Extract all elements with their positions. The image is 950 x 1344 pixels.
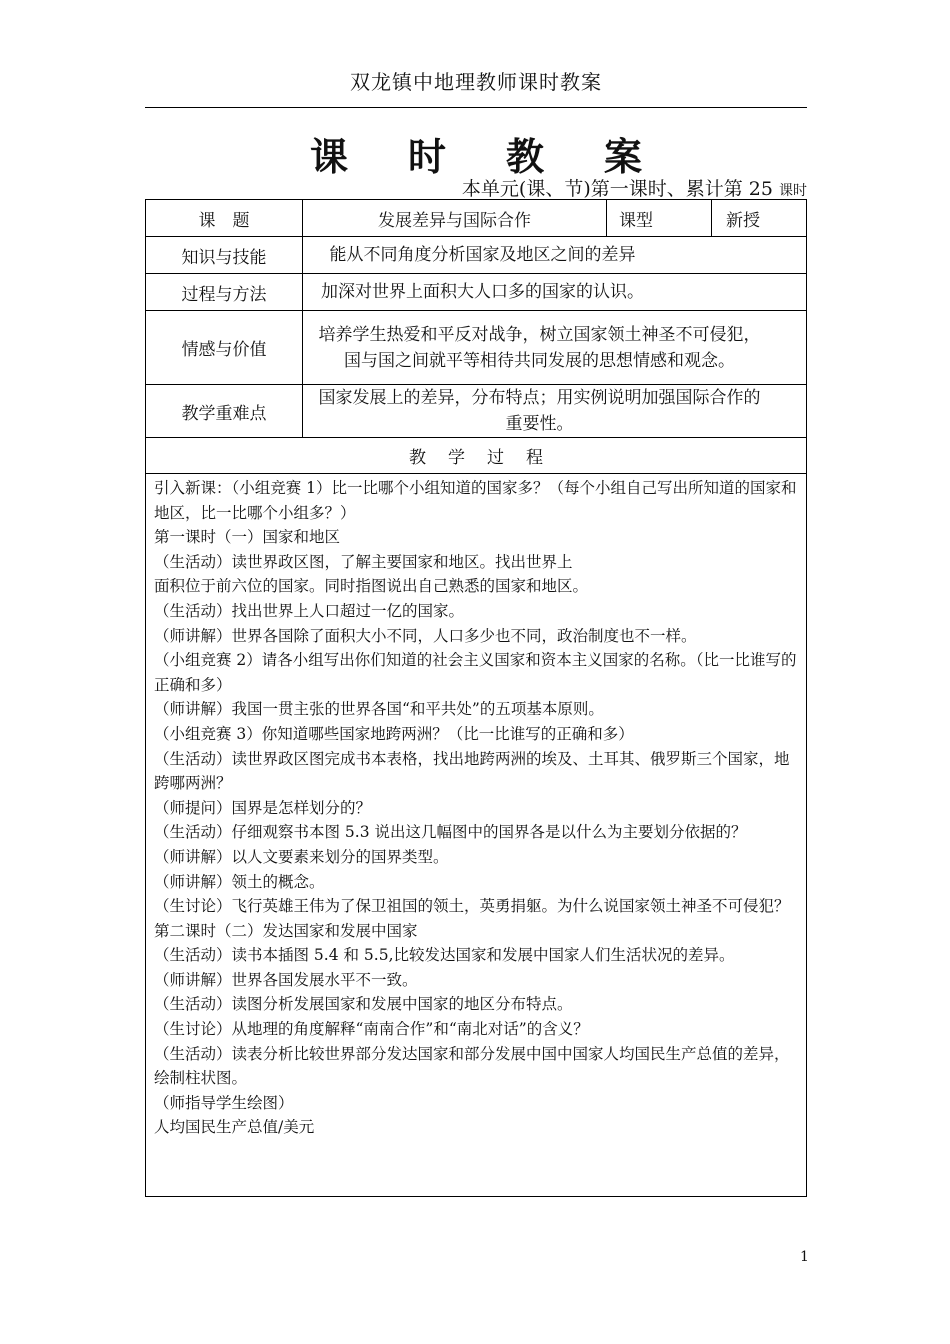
- lesson-type-value: 新授: [712, 200, 807, 237]
- header-rule: [145, 107, 807, 108]
- process-method-label: 过程与方法: [146, 274, 303, 311]
- process-line: （师讲解）以人文要素来划分的国界类型。: [154, 847, 449, 866]
- process-line: （师讲解）世界各国发展水平不一致。: [154, 970, 418, 989]
- process-line: （生活动）仔细观察书本图 5.3 说出这几幅图中的国界各是以什么为主要划分依据的？: [154, 823, 747, 842]
- process-line: （师讲解）世界各国除了面积大小不同，人口多少也不同，政治制度也不一样。: [154, 626, 697, 645]
- topic-label: 课 题: [146, 200, 303, 237]
- topic-value: 发展差异与国际合作: [303, 200, 607, 237]
- process-line: 人均国民生产总值/美元: [154, 1118, 315, 1137]
- process-line: （师提问）国界是怎样划分的？: [154, 798, 372, 817]
- process-heading-row: [146, 438, 807, 474]
- process-line: 第一课时（一）国家和地区: [154, 528, 341, 547]
- process-line: （生活动）读表分析比较世界部分发达国家和部分发展中国中国家人均国民生产总值的差异，绘制柱状图。: [154, 1044, 790, 1088]
- process-line: （生活动）读书本插图 5.4 和 5.5,比较发达国家和发展中国家人们生活状况的差异。: [154, 946, 735, 965]
- process-method-row: [146, 274, 807, 311]
- page-title: 课时教案: [309, 134, 702, 179]
- knowledge-row: [146, 237, 807, 274]
- lesson-count-unit: 课时: [779, 183, 807, 199]
- key-points-label: 教学重难点: [146, 385, 303, 438]
- lesson-type-label: 课型: [607, 200, 712, 237]
- emotion-value: 培养学生热爱和平反对战争，树立国家领土神圣不可侵犯，国与国之间就平等相待共同发展的思想情感和观念。: [303, 311, 807, 385]
- process-line: （生活动）读世界政区图完成书本表格，找出地跨两洲的埃及、土耳其、俄罗斯三个国家，地跨哪两洲？: [154, 749, 790, 793]
- process-line: （生活动）读图分析发展国家和发展中国家的地区分布特点。: [154, 995, 573, 1014]
- topic-row: [146, 200, 807, 237]
- process-heading: 教学过程: [146, 438, 807, 474]
- knowledge-label: 知识与技能: [146, 237, 303, 274]
- lesson-plan-table: [145, 199, 807, 1197]
- process-line: （生讨论）飞行英雄王伟为了保卫祖国的领土，英勇捐躯。为什么说国家领土神圣不可侵犯？: [154, 897, 790, 916]
- process-line: 面积位于前六位的国家。同时指图说出自己熟悉的国家和地区。: [154, 577, 589, 596]
- knowledge-value: 能从不同角度分析国家及地区之间的差异: [303, 237, 807, 274]
- key-points-row: [146, 385, 807, 438]
- lesson-count-text: 本单元(课、节)第一课时、累计第 25: [461, 178, 779, 200]
- process-method-value: 加深对世界上面积大人口多的国家的认识。: [303, 274, 807, 311]
- lesson-count-subtitle: [462, 174, 807, 201]
- process-line: （生活动）读世界政区图，了解主要国家和地区。找出世界上: [154, 552, 573, 571]
- emotion-label: 情感与价值: [146, 311, 303, 385]
- process-body: [146, 474, 807, 1197]
- process-line: （师指导学生绘图）: [154, 1093, 294, 1112]
- process-body-row: [146, 474, 807, 1197]
- school-header: 双龙镇中地理教师课时教案: [350, 70, 602, 94]
- process-line: （师讲解）我国一贯主张的世界各国“和平共处”的五项基本原则。: [154, 700, 604, 719]
- page-number: 1: [800, 1249, 809, 1265]
- process-line: （生讨论）从地理的角度解释“南南合作”和“南北对话”的含义？: [154, 1020, 589, 1039]
- process-line: （师讲解）领土的概念。: [154, 872, 325, 891]
- process-line: 第二课时（二）发达国家和发展中国家: [154, 921, 418, 940]
- process-line: 引入新课：（小组竞赛 1）比一比哪个小组知道的国家多？（每个小组自己写出所知道的国家和地区，比一比哪个小组多？）: [154, 479, 797, 522]
- emotion-row: [146, 311, 807, 385]
- process-line: （小组竞赛 2）请各小组写出你们知道的社会主义国家和资本主义国家的名称。（比一比谁写的正确和多）: [154, 651, 797, 694]
- process-line: （小组竞赛 3）你知道哪些国家地跨两洲？（比一比谁写的正确和多）: [154, 724, 634, 743]
- process-line: （生活动）找出世界上人口超过一亿的国家。: [154, 601, 465, 620]
- key-points-value: 国家发展上的差异，分布特点；用实例说明加强国际合作的重要性。: [303, 385, 807, 438]
